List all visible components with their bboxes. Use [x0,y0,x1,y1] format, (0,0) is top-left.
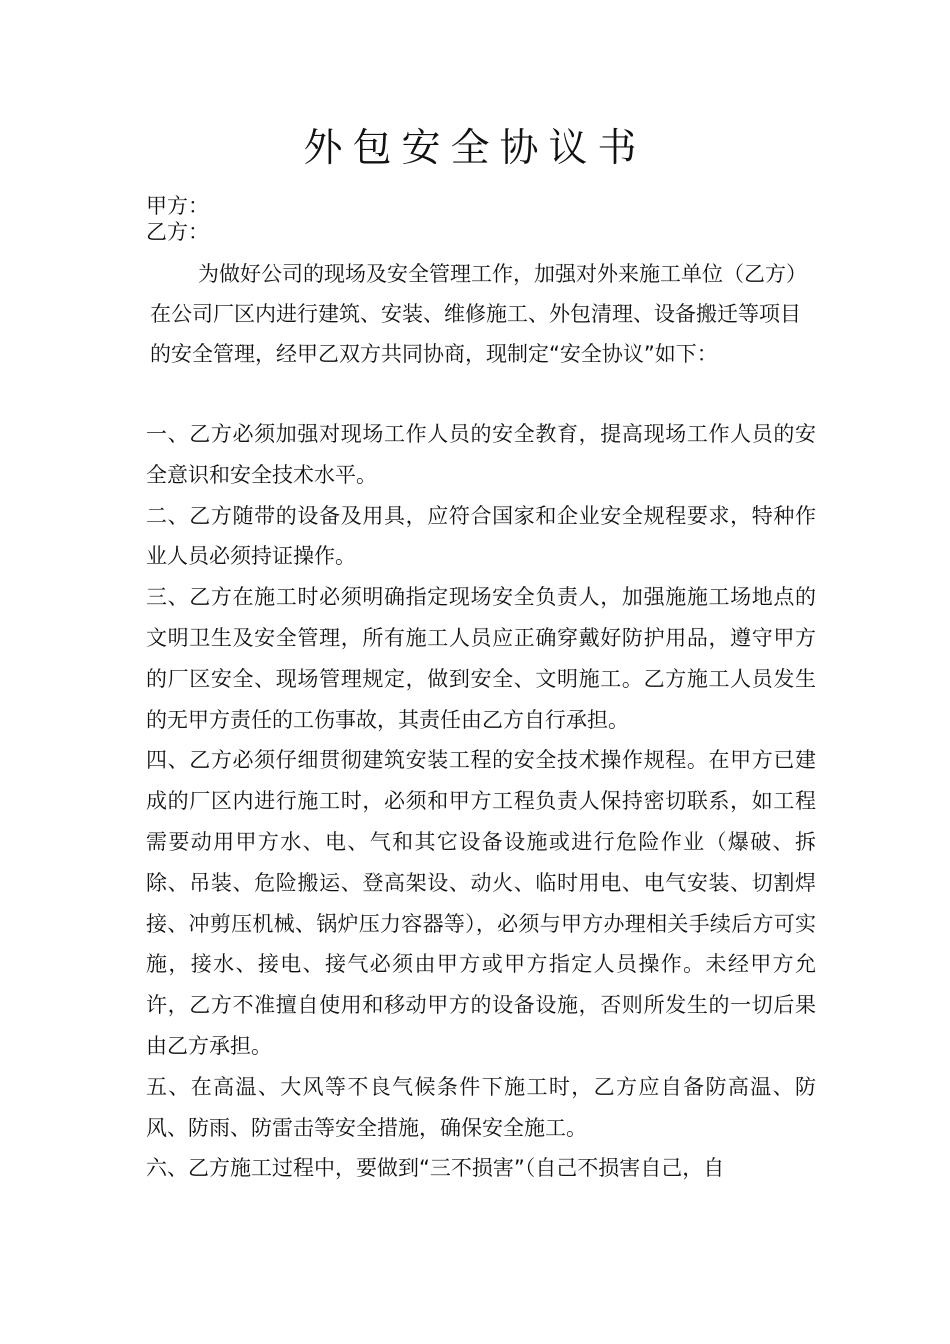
clause-2: 二、乙方随带的设备及用具，应符合国家和企业安全规程要求，特种作业人员必须持证操作。 [146,503,816,569]
clause-4: 四、乙方必须仔细贯彻建筑安装工程的安全技术操作规程。在甲方已建成的厂区内进行施工时，必须和甲方工程负责人保持密切联系，如工程需要动用甲方水、电、气和其它设备设施或进行危险作业（爆破、拆除、吊装、危险搬运、登高架设、动火、临时用电、电气安装、切割焊接、冲剪压机械、锅炉压力容器等），必须与甲方办理相关手续后方可实施，接水、接电、接气必须由甲方或甲方指定人员操作。未经甲方允许，乙方不准擅自使用和移动甲方的设备设施，否则所发生的一切后果由乙方承担。 [146,748,816,1058]
party-a-label: 甲方： [146,194,209,218]
clause-6: 六、乙方施工过程中，要做到“三不损害”（自己不损害自己，自 [146,1156,725,1181]
document-title: 外包安全协议书 [303,126,647,171]
intro-paragraph: 为做好公司的现场及安全管理工作，加强对外来施工单位（乙方）在公司厂区内进行建筑、安装、维修施工、外包清理、设备搬迁等项目的安全管理，经甲乙双方共同协商，现制定“安全协议”如下： [150,262,807,366]
party-b-label: 乙方： [146,220,209,244]
clause-5: 五、在高温、大风等不良气候条件下施工时，乙方应自备防高温、防风、防雨、防雷击等安全措施，确保安全施工。 [146,1074,816,1140]
clause-1: 一、乙方必须加强对现场工作人员的安全教育，提高现场工作人员的安全意识和安全技术水平。 [146,422,816,487]
clause-list [146,414,816,1189]
clause-3: 三、乙方在施工时必须明确指定现场安全负责人，加强施施工场地点的文明卫生及安全管理，所有施工人员应正确穿戴好防护用品，遵守甲方的厂区安全、现场管理规定，做到安全、文明施工。乙方施工人员发生的无甲方责任的工伤事故，其责任由乙方自行承担。 [146,585,816,732]
